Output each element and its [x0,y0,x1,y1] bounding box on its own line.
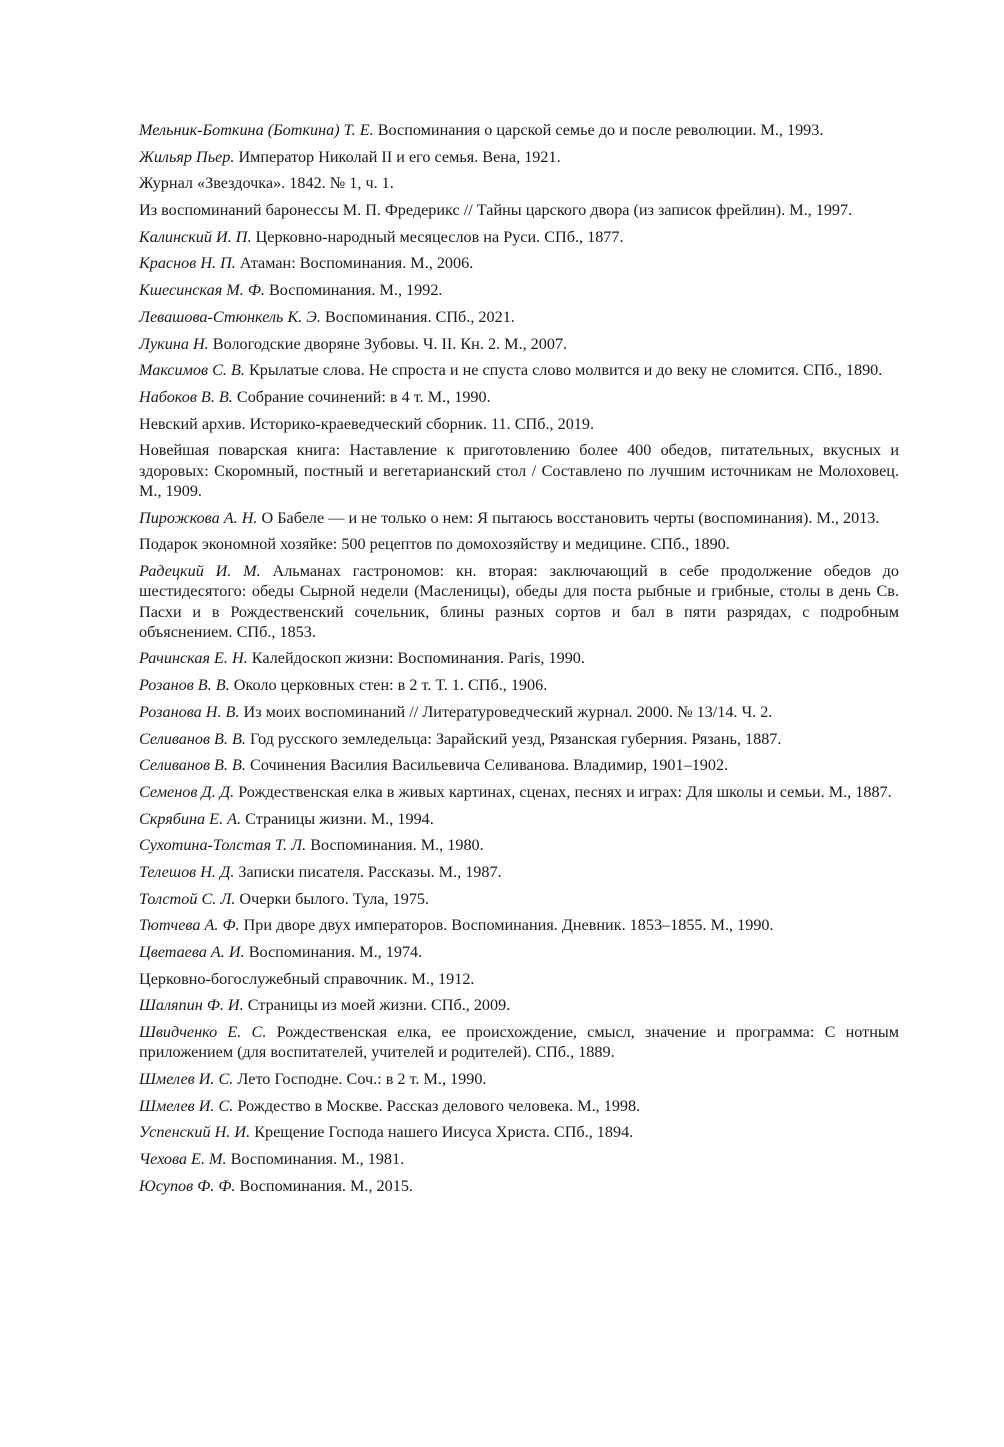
entry-author: Шмелев И. С. [139,1096,234,1115]
entry-text: Собрание сочинений: в 4 т. М., 1990. [232,387,491,406]
entry-author: Розанов В. В. [139,676,230,695]
entry-author: Сухотина-Толстая Т. Л. [139,836,307,855]
entry-text: Записки писателя. Рассказы. М., 1987. [234,862,502,881]
entry-text: Из воспоминаний баронессы М. П. Фредерикс // Тайны царского двора (из записок фрейлин). М., 1997. [139,201,853,220]
bibliography-entry [139,809,899,829]
entry-author: Телешов Н. Д. [139,862,235,881]
bibliography-entry [139,307,899,327]
entry-text: Рождество в Москве. Рассказ делового человека. М., 1998. [233,1096,641,1115]
bibliography-entry [139,414,899,434]
entry-author: Краснов Н. П. [139,254,236,273]
entry-author: Селиванов В. В. [139,729,246,748]
entry-author: Толстой С. Л. [139,889,236,908]
entry-author: Шаляпин Ф. И. [139,996,244,1015]
entry-text: Невский архив. Историко-краеведческий сборник. 11. СПб., 2019. [139,414,595,433]
entry-author: Семенов Д. Д. [139,782,235,801]
bibliography-entry [139,334,899,354]
entry-author: Кшесинская М. Ф. [139,281,265,300]
bibliography-entry [139,534,899,554]
bibliography-entry [139,360,899,380]
entry-author: Набоков В. В. [139,387,233,406]
entry-author: Чехова Е. М. [139,1150,227,1169]
bibliography-entry [139,862,899,882]
entry-author: Рачинская Е. Н. [139,649,248,668]
bibliography-entry [139,440,899,501]
bibliography-entry [139,120,899,140]
bibliography-entry [139,200,899,220]
entry-text: Воспоминания. М., 1980. [306,836,484,855]
entry-author: Левашова-Стюнкель К. Э. [139,307,321,326]
bibliography-entry [139,995,899,1015]
bibliography-entry [139,729,899,749]
entry-text: Страницы жизни. М., 1994. [241,809,434,828]
bibliography-entry [139,1176,899,1196]
entry-author: Успенский Н. И. [139,1123,251,1142]
bibliography-entry [139,508,899,528]
entry-text: Новейшая поварская книга: Наставление к приготовлению более 400 обедов, питательных, вкусных и здоровых: Скоромный, постный и вегетарианский стол / Составлено по лучшим источникам не Молоховец. М., 1909. [139,441,899,500]
entry-text: Очерки былого. Тула, 1975. [235,889,430,908]
entry-author: Радецкий И. М. [139,561,261,580]
entry-author: Максимов С. В. [139,361,245,380]
entry-text: Воспоминания о царской семье до и после революции. М., 1993. [373,121,824,139]
bibliography-entry [139,1149,899,1169]
entry-author: Юсупов Ф. Ф. [139,1176,236,1195]
entry-author: Цветаева А. И. [139,943,245,962]
bibliography-entry [139,147,899,167]
entry-author: Швидченко Е. С. [139,1023,267,1042]
bibliography-entry [139,227,899,247]
entry-text: Церковно-богослужебный справочник. М., 1912. [139,969,475,988]
entry-text: Лето Господне. Соч.: в 2 т. М., 1990. [233,1070,487,1089]
bibliography-entry [139,1122,899,1142]
bibliography-entry [139,702,899,722]
bibliography-entry [139,1022,899,1063]
entry-text: Церковно-народный месяцеслов на Руси. СПб., 1877. [251,227,624,246]
bibliography-entry [139,280,899,300]
entry-text: Крещение Господа нашего Иисуса Христа. СПб., 1894. [250,1123,634,1142]
entry-text: При дворе двух императоров. Воспоминания. Дневник. 1853–1855. М., 1990. [239,916,774,935]
bibliography-list [139,120,899,1203]
entry-author: Селиванов В. В. [139,756,246,775]
entry-author: Тютчева А. Ф. [139,916,240,935]
bibliography-entry [139,1096,899,1116]
entry-author: Шмелев И. С. [139,1070,234,1089]
entry-author: Розанова Н. В. [139,702,240,721]
entry-text: Калейдоскоп жизни: Воспоминания. Paris, 1990. [247,649,585,668]
entry-text: Альманах гастрономов: кн. вторая: заключающий в себе продолжение обедов до шестидесятого: обеды Сырной недели (Масленицы), обеды для поста рыбные и грибные, столы в день Св. Пасхи и в Рождественский сочельник, блины разных сортов и бал в пяти разрядах, с подробным объяснением. СПб., 1853. [139,561,900,641]
entry-text: О Бабеле — и не только о нем: Я пытаюсь восстановить черты (воспоминания). М., 2013. [257,508,880,527]
entry-text: Воспоминания. М., 2015. [235,1176,413,1195]
entry-author: Лукина Н. [139,334,209,353]
bibliography-entry [139,173,899,193]
bibliography-entry [139,915,899,935]
bibliography-entry [139,755,899,775]
entry-author: Жильяр Пьер. [139,147,235,166]
entry-text: Журнал «Звездочка». 1842. № 1, ч. 1. [139,174,394,193]
entry-text: Сочинения Василия Васильевича Селиванова. Владимир, 1901–1902. [245,756,729,775]
bibliography-entry [139,782,899,802]
bibliography-entry [139,889,899,909]
entry-text: Вологодские дворяне Зубовы. Ч. II. Кн. 2. М., 2007. [208,334,568,353]
entry-author: Пирожкова А. Н. [139,508,258,527]
bibliography-entry [139,835,899,855]
entry-text: Воспоминания. М., 1981. [226,1150,405,1169]
entry-text: Страницы из моей жизни. СПб., 2009. [243,996,511,1015]
entry-text: Из моих воспоминаний // Литературоведческий журнал. 2000. № 13/14. Ч. 2. [239,702,773,721]
entry-text: Воспоминания. М., 1992. [264,281,443,300]
bibliography-entry [139,648,899,668]
bibliography-entry [139,942,899,962]
entry-text: Атаман: Воспоминания. М., 2006. [235,254,474,273]
entry-author: Калинский И. П. [139,227,252,246]
entry-text: Около церковных стен: в 2 т. Т. 1. СПб., 1906. [229,676,548,695]
bibliography-entry [139,387,899,407]
entry-text: Подарок экономной хозяйке: 500 рецептов по домохозяйству и медицине. СПб., 1890. [139,535,730,554]
bibliography-entry [139,253,899,273]
entry-text: Воспоминания. СПб., 2021. [320,307,515,326]
entry-text: Рождественская елка в живых картинах, сценах, песнях и играх: Для школы и семьи. М., 1887. [234,782,892,801]
entry-author: Мельник-Боткина (Боткина) Т. Е. [139,121,374,139]
entry-text: Воспоминания. М., 1974. [244,943,423,962]
bibliography-entry [139,1069,899,1089]
entry-text: Крылатые слова. Не спроста и не спуста слово молвится и до веку не сломится. СПб., 1890. [244,361,883,380]
entry-text: Рождественская елка, ее происхождение, смысл, значение и программа: С нотным приложением (для воспитателей, учителей и родителей). СПб., 1889. [139,1023,899,1062]
entry-text: Император Николай II и его семья. Вена, 1921. [234,147,561,166]
bibliography-entry [139,969,899,989]
entry-author: Скрябина Е. А. [139,809,242,828]
bibliography-entry [139,675,899,695]
entry-text: Год русского земледельца: Зарайский уезд, Рязанская губерния. Рязань, 1887. [245,729,782,748]
bibliography-entry [139,561,899,642]
